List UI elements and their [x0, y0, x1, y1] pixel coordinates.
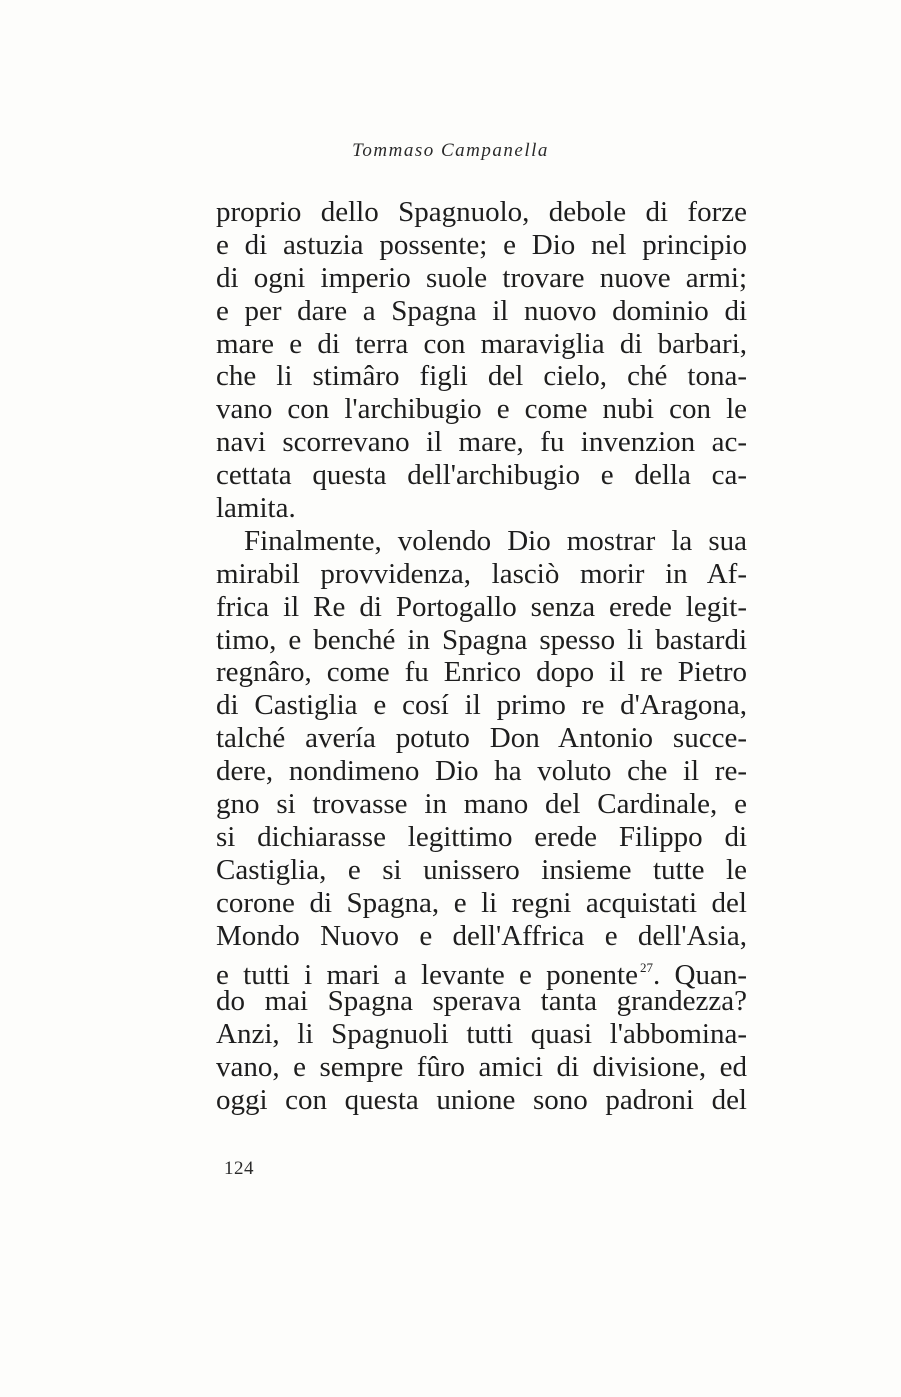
text-line: Anzi, li Spagnuoli tutti quasi l'abbomina- [216, 1018, 747, 1051]
text-line: di ogni imperio suole trovare nuove armi; [216, 261, 747, 294]
text-line-with-footnote [216, 952, 747, 992]
text-line: frica il Re di Portogallo senza erede legit- [216, 590, 747, 623]
text-line: e per dare a Spagna il nuovo dominio di [216, 294, 747, 327]
text-line: vano, e sempre fûro amici di divisione, ed [216, 1051, 747, 1084]
text-line: timo, e benché in Spagna spesso li bastardi [216, 623, 747, 656]
text-line: proprio dello Spagnuolo, debole di forze [216, 196, 747, 228]
text-line: Castiglia, e si unissero insieme tutte le [216, 853, 747, 886]
footnote-marker: 27 [640, 960, 653, 976]
text-line: talché avería potuto Don Antonio succe- [216, 722, 747, 755]
text-line: oggi con questa unione sono padroni del [216, 1084, 747, 1117]
text-line: e di astuzia possente; e Dio nel principio [216, 228, 747, 261]
text-line: do mai Spagna sperava tanta grandezza? [216, 985, 747, 1018]
body-text [216, 196, 747, 1117]
text-line: vano con l'archibugio e come nubi con le [216, 393, 747, 426]
text-line: lamita. [216, 492, 296, 525]
text-line: mirabil provvidenza, lasciò morir in Af- [216, 557, 747, 590]
text-line: si dichiarasse legittimo erede Filippo di [216, 820, 747, 853]
text-segment: e tutti i mari a levante e ponente [216, 959, 638, 992]
page-number: 124 [224, 1158, 254, 1179]
text-line: che li stimâro figli del cielo, ché tona- [216, 360, 747, 393]
text-line: di Castiglia e cosí il primo re d'Aragona, [216, 689, 747, 722]
text-line: navi scorrevano il mare, fu invenzion ac- [216, 426, 747, 459]
text-line: Mondo Nuovo e dell'Affrica e dell'Asia, [216, 919, 747, 952]
text-line: cettata questa dell'archibugio e della ca- [216, 459, 747, 492]
paragraph-start-line: Finalmente, volendo Dio mostrar la sua [244, 524, 747, 557]
text-line: dere, nondimeno Dio ha voluto che il re- [216, 755, 747, 788]
text-line: regnâro, come fu Enrico dopo il re Pietro [216, 656, 747, 689]
text-line: corone di Spagna, e li regni acquistati del [216, 886, 747, 919]
running-title: Tommaso Campanella [352, 140, 549, 161]
text-segment: . Quan- [653, 959, 747, 992]
text-line: gno si trovasse in mano del Cardinale, e [216, 788, 747, 821]
text-line: mare e di terra con maraviglia di barbari, [216, 327, 747, 360]
